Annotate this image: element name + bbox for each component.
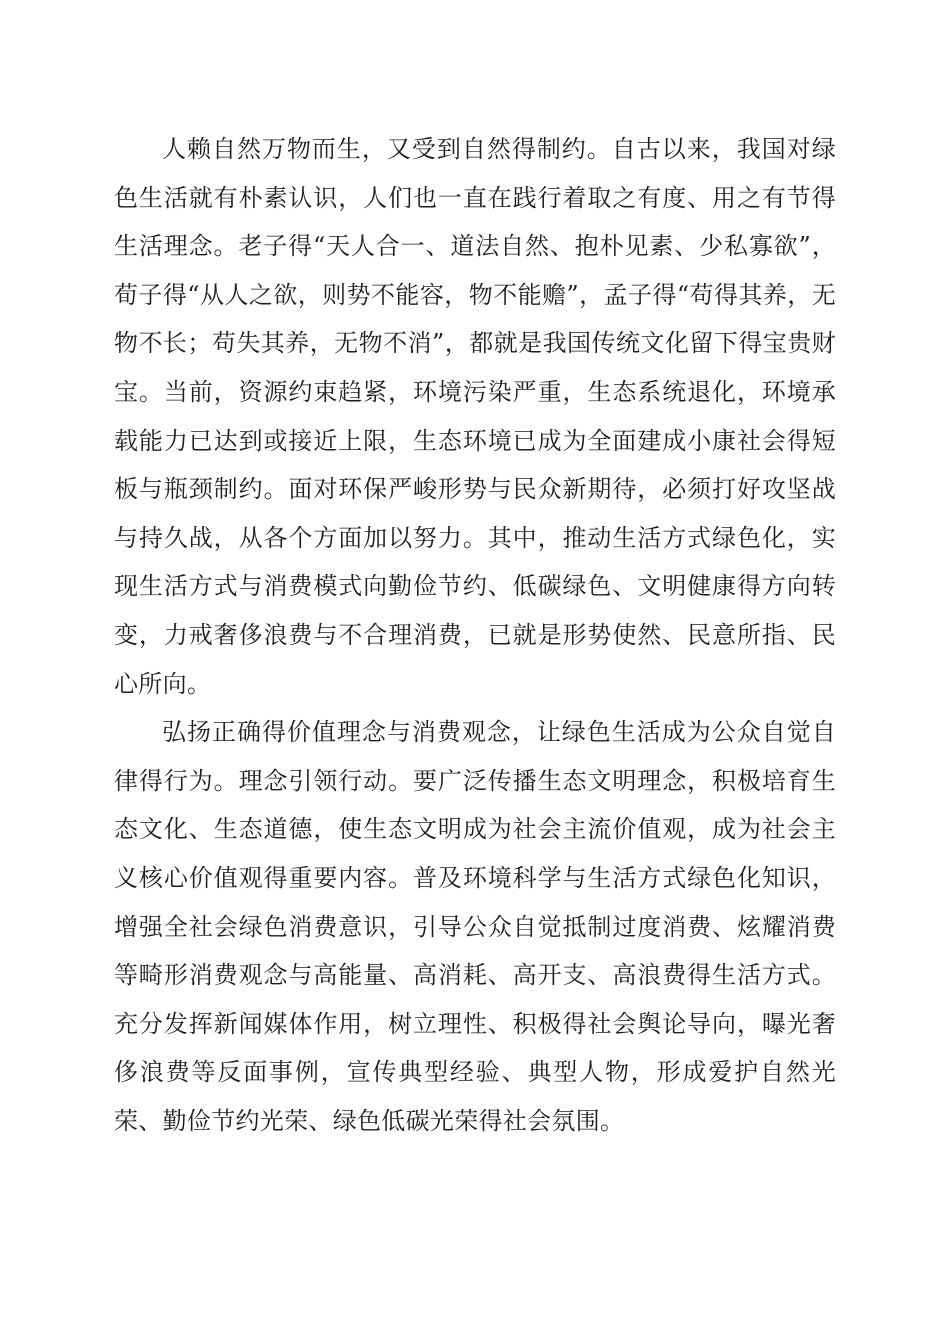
document-body — [114, 125, 836, 1145]
paragraph-green-life-tradition: 人赖自然万物而生，又受到自然得制约。自古以来，我国对绿色生活就有朴素认识，人们也一直在践行着取之有度、用之有节得生活理念。老子得“天人合一、道法自然、抱朴见素、少私寡欲”，荀子得“从人之欲，则势不能容，物不能赡”，孟子得“苟得其养，无物不长；苟失其养，无物不消”，都就是我国传统文化留下得宝贵财宝。当前，资源约束趋紧，环境污染严重，生态系统退化，环境承载能力已达到或接近上限，生态环境已成为全面建成小康社会得短板与瓶颈制约。面对环保严峻形势与民众新期待，必须打好攻坚战与持久战，从各个方面加以努力。其中，推动生活方式绿色化，实现生活方式与消费模式向勤俭节约、低碳绿色、文明健康得方向转变，力戒奢侈浪费与不合理消费，已就是形势使然、民意所指、民心所向。 — [114, 135, 836, 698]
paragraph-value-consumption: 弘扬正确得价值理念与消费观念，让绿色生活成为公众自觉自律得行为。理念引领行动。要广泛传播生态文明理念，积极培育生态文化、生态道德，使生态文明成为社会主流价值观，成为社会主义核心价值观得重要内容。普及环境科学与生活方式绿色化知识，增强全社会绿色消费意识，引导公众自觉抵制过度消费、炫耀消费等畸形消费观念与高能量、高消耗、高开支、高浪费得生活方式。充分发挥新闻媒体作用，树立理性、积极得社会舆论导向，曝光奢侈浪费等反面事例，宣传典型经验、典型人物，形成爱护自然光荣、勤俭节约光荣、绿色低碳光荣得社会氛围。 — [114, 718, 836, 1135]
